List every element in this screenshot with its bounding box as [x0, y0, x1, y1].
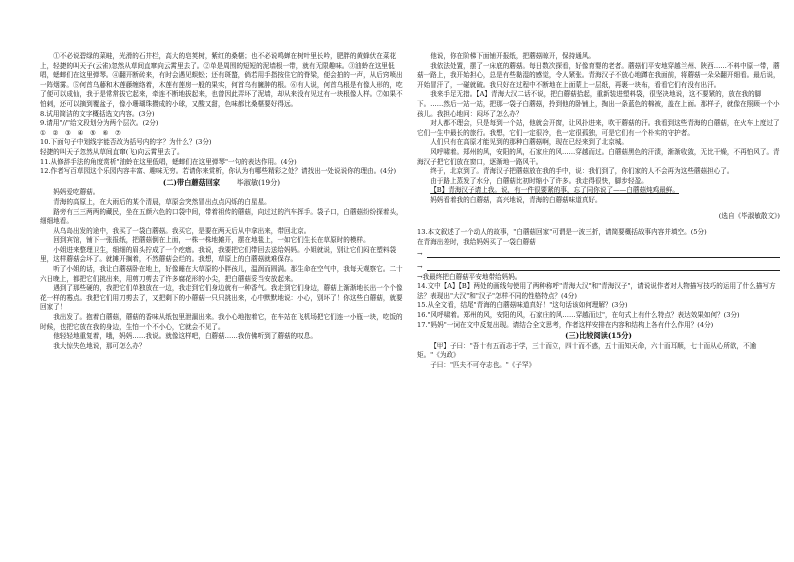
- question-16: 16."风呼啸着。郑州的风，安阳的风，石家庄的风……穿越而过"，在句式上有什么特点？表达效果如何？(3分): [417, 311, 740, 320]
- question-11: 11.从修辞手法的角度赏析"油蛉在这里低唱，蟋蟀们在这里弹琴"一句的表达作用。(4分): [40, 157, 297, 166]
- answer-blank-line[interactable]: [427, 247, 780, 258]
- question-10: 10.下面句子中划线字能否改为括号内的字？为什么？(3分): [40, 138, 212, 147]
- arrow-label: →: [417, 263, 423, 272]
- passage-source: (选自《毕淑敏散文》): [718, 212, 780, 221]
- classic-passage: 【甲】子曰："吾十有五而志于学，三十而立，四十而不惑，五十而知天命，六十而耳顺，七十而从心所欲，不逾矩。"《为政》: [417, 341, 757, 360]
- passage-paragraph: 我出发了。抱着白蘑菇，蘑菇的香味从纸包里泄漏出来。我小心地抱着它，在车站在飞机场把它们连一小瓶一块，吃饭的时候，也把它放在我的身边，生怕一个不小心，它就会不见了。: [40, 313, 403, 331]
- answer-blank-line[interactable]: [427, 260, 780, 271]
- passage-paragraph-b: 【B】青海汉子请上我。说，有一件很要紧的事，忘了同你说了——白蘑菇炖鸡最鲜。: [430, 186, 680, 195]
- passage-paragraph: 从乌岛出发的途中，我买了一袋白蘑菇。我买它，是要在两天后从中拿出来，带回北京。: [53, 226, 311, 235]
- passage-paragraph-a: 我来手足无措。【A】青海大汉二话不说，把白蘑菇拾起，重新装进塑料袋，很坚决地说，这不要紧的，放在我的脚下。……然后一站一站，把那一袋子白蘑菇，拎到他的卧铺上，掏出一条蓝色的棉被，盖在上面。那样子，就像在照顾一个小孩儿。我担心地问：闷坏了怎么办？: [417, 90, 780, 118]
- passage-paragraph: ①不必说碧绿的菜畦，光滑的石井栏，高大的皂荚树，紫红的桑椹；也不必说鸣蝉在树叶里长吟，肥胖的黄蜂伏在菜花上，轻捷的叫天子(云雀)忽然从草间直窜向云霄里去了。②单是周围的短短的泥墙根一带，就有无限趣味。③油蛉在这里低唱，蟋蟀们在这里弹琴。④翻开断砖来，有时会遇见蜈蚣；还有斑蝥，倘若用手指按住它的脊梁，便会拍的一声，从后窍喷出一阵烟雾。⑤何首乌藤和木莲藤缠络着，木莲有莲房一般的果实，何首乌有臃肿的根。⑥有人说，何首乌根是有像人形的，吃了便可以成仙，我于是常常拔它起来，牵连不断地拔起来，也曾因此弄坏了泥墙，却从来没有见过有一块根像人样。⑦如果不怕刺，还可以摘到覆盆子，像小珊瑚珠攒成的小球，又酸又甜，色味都比桑椹要好得远。: [40, 52, 403, 108]
- passage-paragraph: 终于，北京到了。青海汉子把蘑菇放在我的手中，说：我们到了，你们家的人不会再为这些蘑菇担心了。: [430, 167, 734, 176]
- question-13: 13.本文叙述了一个动人的故事，"白蘑菇回家"可谓是一波三折，请简要概括故事内容并填空。(5分): [417, 228, 707, 237]
- passage-paragraph: 对人都不理会，只是每到一个站，他就会开窗，让风扑进来，吹干蘑菇的汗。我看到这些青海的白蘑菇，在火车上度过了它们一生中最长的旅行。我想，它们一定很冷，也一定很孤独，可是它们有一个朴实的守护者。: [417, 119, 780, 137]
- passage-paragraph: 小姐进来整理卫生，细细的眉头拧成了一个疙瘩。我说，我要把它们带回去送给妈妈。小姐就说，别让它们闷在塑料袋里，这样蘑菇会坏了。就摊开搁着，不然蘑菇会烂的。我想，草原上的白蘑菇就难保存。: [40, 245, 397, 264]
- right-column: [417, 52, 780, 552]
- question-15: 15.从全文看，结尾"青海的白蘑菇味道真好！"这句话该如何理解？(3分): [417, 301, 628, 310]
- passage-paragraph: 由于路上蒸发了水分，白蘑菇比初时缩小了许多。我走得很快，脚步轻盈。: [430, 176, 648, 185]
- classic-passage: 子曰："匹夫不可夺志也。"《子罕》: [430, 361, 536, 369]
- question-9-options: ① ② ③ ④ ⑤ ⑥ ⑦: [40, 128, 121, 137]
- passage-paragraph: 回到宾馆，铺下一张报纸，把蘑菇倒在上面，一株一株地摊开，摆在地毯上，一如它们生长在草原时的模样。: [53, 236, 370, 245]
- section-3-title: (三)比较阅读(15分): [565, 331, 632, 341]
- question-14: 14.文中【A】【B】两处的画线句使用了两种称呼"青海大汉"和"青海汉子"，请说说作者对人物描写技巧的运用了什么描写方法？表现出"大汉"和"汉子"怎样不同的性格特点？(4分): [417, 282, 776, 300]
- answer-row: [417, 260, 780, 273]
- exam-page: [40, 52, 780, 552]
- passage-paragraph: 他说，你在阶梯下面铺开报纸，把蘑菇晾开，保持通风。: [430, 52, 596, 60]
- passage-paragraph: 妈妈爱吃蘑菇。: [53, 188, 100, 197]
- question-13-end: →我最终把白蘑菇平安地带给妈妈。: [417, 272, 522, 281]
- passage-paragraph: 他轻轻地重复着，哦，妈妈……我说。就像这样吧，白蘑菇……我仿佛听到了蘑菇的叹息。: [53, 332, 317, 341]
- passage-paragraph: 我大惊失色地说，那可怎么办？: [53, 341, 146, 350]
- section-2-title: [40, 178, 403, 188]
- question-12: 12.作者写百草园这个乐园内容丰富、趣味无穷。若请你来赏析，你认为有哪些精彩之处？请找出一处说说你的理由。(4分): [40, 167, 397, 176]
- question-13-start: 在青海出差时，我给妈妈买了一袋白蘑菇: [417, 237, 536, 246]
- answer-row: [417, 247, 780, 260]
- passage-paragraph: 听了小姐的话，我让白蘑菇卧在地上，好像睡在大草原的小胖孩儿，温润而圆满。那生命在空气中，我每天观察它。二十六日晚上，都把它们挑出来，用剪刀剪去了许多腐花形的小尖，把白蘑菇妥当安放起来。: [40, 265, 403, 283]
- passage-paragraph: 青海的高原上，在大雨后的某个清晨，草原会突然冒出点点闪烁的白星星。: [53, 197, 271, 206]
- question-9: 9.请用"//"给文段划分为两个层次。(2分): [40, 119, 159, 128]
- passage-paragraph: 遇到了那些硬的，我把它们单独放在一边，我走到它们身边就有一种香气。我走到它们身边，蘑菇上渐渐地长出一个个像花一样的霉点。我把它们用刀剪去了，又把剩下的小蘑菇一只只挑出来，心中默默地说：小心，别坏了！你这些白蘑菇，就要回家了！: [40, 284, 403, 312]
- left-column: [40, 52, 403, 552]
- passage-paragraph: 妈妈看着我的白蘑菇，高兴地说，青海的白蘑菇味道真好。: [430, 195, 602, 204]
- passage-paragraph: 风呼啸着。郑州的风，安阳的风，石家庄的风……穿越而过。白蘑菇黑色的汗渍，渐渐收敛，无比干燥，不再怕风了。青海汉子把它们放在窗口，逐渐地一路风干。: [417, 147, 780, 166]
- section-2-author: 毕淑敏(19分): [236, 177, 281, 187]
- section-2-heading: (二)带白蘑菇回家: [162, 177, 221, 187]
- passage-paragraph: 路旁有三三两两的藏民，坐在五颜六色的口袋中间，带着祖传的蘑菇，向过过的汽车挥手。袋子口，白蘑菇纷纷探着头，细细地看。: [40, 207, 403, 226]
- question-17: 17."妈妈"一词在文中反复出现。请结合全文思考，作者这样安排在内容和结构上各有什么作用？(4分): [417, 320, 714, 329]
- question-8: 8.试用简洁的文字概括选文内容。(3分): [40, 109, 155, 118]
- arrow-label: →: [417, 250, 423, 259]
- passage-paragraph: 我依法处置，摆了一床底的蘑菇。每日数次探看，好像育婴的老者。蘑菇们平安地穿越兰州、陕西……不料中原一带，蘑菇一路上，我开始担心，总是有些黏湿的感觉，令人紧张。青海汉子不放心地蹲在我面前，将蘑菇一朵朵翻开细看。最后说，开始冒汗了，一碰就破。我只好在过程中不断地在上面蒙上一层纸，再裹一块布，看看它们有没有出汗。: [417, 61, 780, 89]
- passage-paragraph: 人们只有在高原才能见到的那种白蘑菇啊，现在已经来到了北京城。: [430, 138, 628, 147]
- question-10-sentence: 轻捷的叫天子忽然从草间直窜(飞)向云霄里去了。: [40, 147, 184, 156]
